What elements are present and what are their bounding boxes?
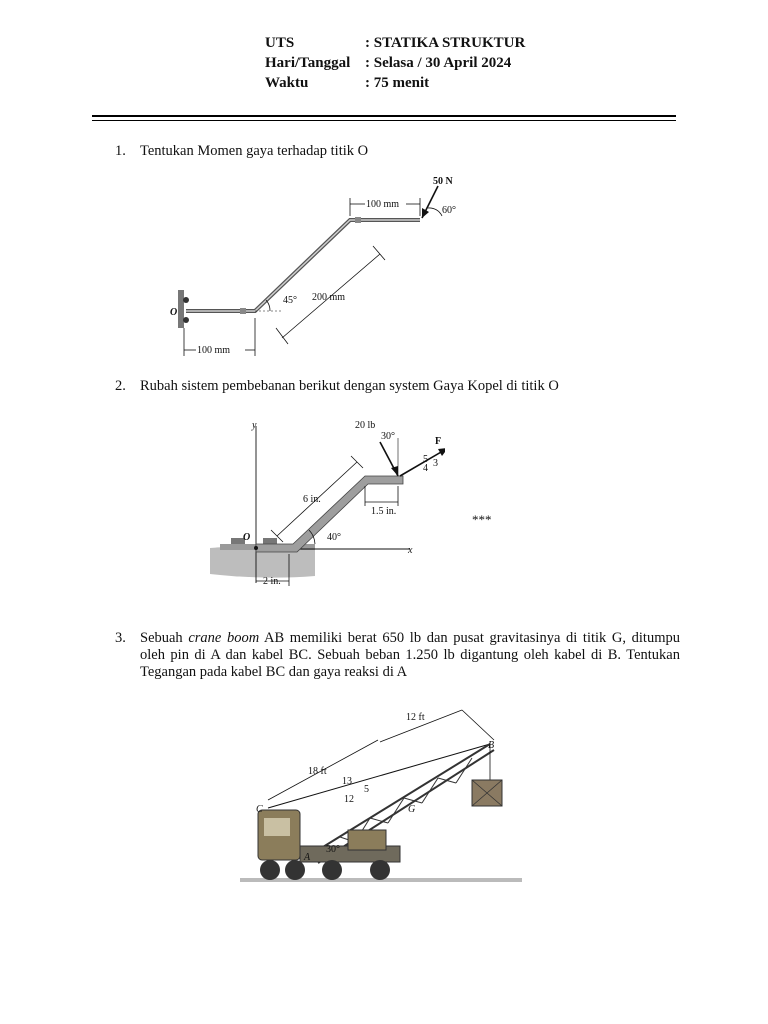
question-text: Rubah sistem pembebanan berikut dengan system Gaya Kopel di titik O <box>140 378 559 394</box>
force-label: 20 lb <box>355 420 376 431</box>
figure-3-crane <box>240 700 525 900</box>
point-label: B <box>488 740 495 751</box>
header-row-date <box>265 53 525 73</box>
angle-label: 30° <box>326 844 340 855</box>
point-label: A <box>304 852 311 863</box>
header-label: UTS <box>265 35 295 51</box>
header-label: Hari/Tanggal <box>265 55 351 71</box>
truck-wheel <box>285 860 305 880</box>
point-label: O <box>243 532 251 543</box>
truck-wheel <box>370 860 390 880</box>
truck-wheel <box>322 860 342 880</box>
angle-label: 45° <box>283 295 297 306</box>
slope-label: 5 <box>423 454 428 465</box>
header-value: : STATIKA STRUKTUR <box>365 35 526 51</box>
header-value: : 75 menit <box>365 75 430 91</box>
header-value: : Selasa / 30 April 2024 <box>365 55 512 71</box>
question-text: Sebuah crane boom AB memiliki berat 650 lb dan pusat gravitasinya di titik G, ditumpu oleh pin di A dan kabel BC. Sebuah beban 1.250 lb digantung oleh kabel di B. Tentukan Tegangan pada kabel BC dan gaya reaksi di A <box>140 630 680 680</box>
point-label: C <box>256 804 263 815</box>
dimension-label: 100 mm <box>197 345 231 356</box>
force-label: 50 N <box>433 176 453 187</box>
slope-label: 13 <box>342 776 352 787</box>
header-divider-thick <box>92 115 676 117</box>
axis-label: x <box>408 545 413 556</box>
point-label: O <box>170 307 178 318</box>
slope-label: 3 <box>433 458 438 469</box>
axis-label: y <box>252 420 257 431</box>
header-divider-thin <box>92 120 676 121</box>
slope-label: 4 <box>423 463 428 474</box>
question-text: Tentukan Momen gaya terhadap titik O <box>140 143 369 159</box>
header-row-exam <box>265 33 525 53</box>
point-label: G <box>408 804 416 815</box>
exam-header <box>265 33 525 93</box>
force-label: F <box>435 436 442 447</box>
angle-label: 40° <box>327 532 341 543</box>
dimension-label: 2 in. <box>263 576 281 587</box>
dimension-label: 100 mm <box>366 199 400 210</box>
question-number: 3. <box>115 630 126 646</box>
slope-label: 5 <box>364 784 369 795</box>
angle-label: 30° <box>381 431 395 442</box>
question-number: 1. <box>115 143 126 159</box>
crane-boom <box>310 744 490 855</box>
figure-2-bracket <box>205 418 445 590</box>
cable-bc <box>268 744 490 808</box>
wall-support <box>178 290 184 328</box>
header-row-time <box>265 73 525 93</box>
slope-label: 12 <box>344 794 354 805</box>
dimension-label: 12 ft <box>406 712 425 723</box>
truck-wheel <box>260 860 280 880</box>
stars-mark: *** <box>472 512 492 527</box>
question-number: 2. <box>115 378 126 394</box>
angle-label: 60° <box>442 205 456 216</box>
dimension-label: 18 ft <box>308 766 327 777</box>
dimension-label: 200 mm <box>312 292 346 303</box>
dimension-label: 1.5 in. <box>371 506 397 517</box>
dimension-label: 6 in. <box>303 494 321 505</box>
header-label: Waktu <box>265 75 309 91</box>
figure-1-bent-bar <box>170 168 470 363</box>
